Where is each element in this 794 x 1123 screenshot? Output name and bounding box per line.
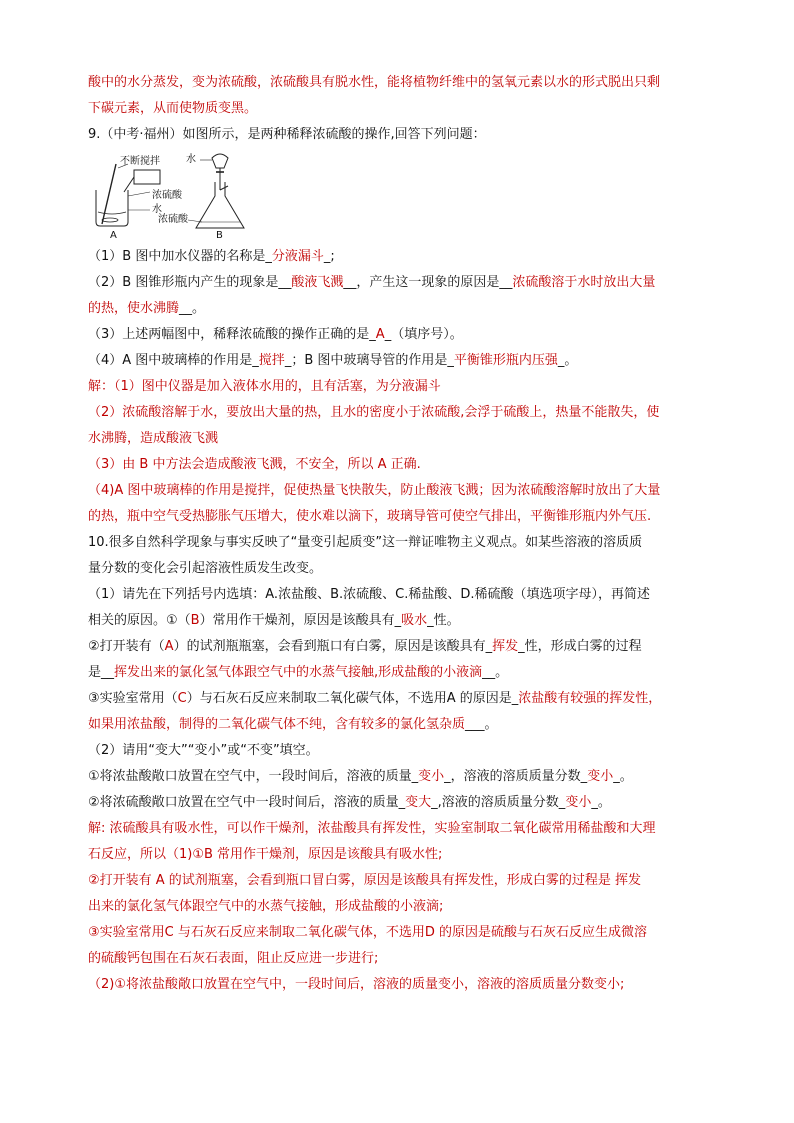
question-text: _; bbox=[323, 249, 335, 264]
answer-text: C bbox=[177, 691, 187, 706]
label-b: B bbox=[216, 230, 223, 241]
answer-text: （4)A 图中玻璃棒的作用是搅拌，促使热量飞快散失，防止酸液飞溅；因为浓硫酸溶解时放出了大量 bbox=[88, 483, 661, 498]
answer-text: 下碳元素，从而使物质变黑。 bbox=[88, 101, 258, 116]
answer-text: （2）浓硫酸溶解于水，要放出大量的热，且水的密度小于浓硫酸,会浮于硫酸上，热量不能散失，使 bbox=[88, 405, 660, 420]
text-line bbox=[88, 530, 708, 556]
figure-b-graphic bbox=[188, 154, 244, 228]
text-line bbox=[88, 400, 708, 426]
question-text: ___。 bbox=[465, 717, 498, 732]
text-line bbox=[88, 660, 708, 686]
question-text: （1）请先在下列括号内选填：A.浓盐酸、B.浓硫酸、C.稀盐酸、D.稀硫酸（填选项字母），再简述 bbox=[88, 587, 650, 602]
answer-text: 如果用浓盐酸，制得的二氧化碳气体不纯，含有较多的氯化氢杂质 bbox=[88, 717, 466, 732]
answer-text: ③实验室常用C 与石灰石反应来制取二氧化碳气体，不选用D 的原因是硫酸与石灰石反应生成微溶 bbox=[88, 925, 648, 940]
answer-text: 吸水 bbox=[401, 613, 428, 628]
text-line bbox=[88, 70, 708, 96]
question-text: _；B 图中玻璃导管的作用是_ bbox=[284, 353, 454, 368]
answer-text: 解：（1）图中仪器是加入液体水用的，且有活塞，为分液漏斗 bbox=[88, 379, 441, 394]
document-body bbox=[88, 70, 708, 998]
text-line bbox=[88, 608, 708, 634]
text-line bbox=[88, 348, 708, 374]
text-line bbox=[88, 426, 708, 452]
question-text: _。 bbox=[591, 795, 611, 810]
text-line bbox=[88, 374, 708, 400]
label-acid-a: 浓硫酸 bbox=[152, 190, 182, 201]
question-text: _性。 bbox=[427, 613, 460, 628]
question-text: 是__ bbox=[88, 665, 115, 680]
answer-text: 的硫酸钙包围在石灰石表面，阻止反应进一步进行; bbox=[88, 951, 379, 966]
question-text: ②将浓硫酸敞口放置在空气中一段时间后，溶液的质量_ bbox=[88, 795, 406, 810]
question-text: _,溶液的溶质质量分数_ bbox=[431, 795, 566, 810]
answer-text: 挥发出来的氯化氢气体跟空气中的水蒸气接触,形成盐酸的小液滴 bbox=[114, 665, 483, 680]
answer-text: 变小 bbox=[565, 795, 592, 810]
question-text: （2）B 图锥形瓶内产生的现象是__ bbox=[88, 275, 292, 290]
text-line bbox=[88, 972, 708, 998]
question-text: _性，形成白雾的过程 bbox=[518, 639, 642, 654]
text-block-intro bbox=[88, 70, 708, 148]
answer-text: 石反应，所以（1)①B 常用作干燥剂，原因是该酸具有吸水性; bbox=[88, 847, 443, 862]
question-text: ②打开装有（ bbox=[88, 639, 165, 654]
question-text: __。 bbox=[482, 665, 509, 680]
answer-text: A bbox=[164, 639, 174, 654]
question-text: ）与石灰石反应来制取二氧化碳气体，不选用A 的原因是_ bbox=[186, 691, 519, 706]
question-text: 9.（中考·福州）如图所示，是两种稀释浓硫酸的操作,回答下列问题： bbox=[88, 127, 486, 142]
text-line bbox=[88, 122, 708, 148]
text-line bbox=[88, 790, 708, 816]
text-line bbox=[88, 452, 708, 478]
text-line bbox=[88, 244, 708, 270]
text-line bbox=[88, 582, 708, 608]
answer-text: 酸液飞溅 bbox=[291, 275, 344, 290]
answer-text: 水沸腾，造成酸液飞溅 bbox=[88, 431, 219, 446]
answer-text: A bbox=[375, 327, 385, 342]
answer-text: 挥发 bbox=[492, 639, 519, 654]
question-text: ）常用作干燥剂，原因是该酸具有_ bbox=[199, 613, 402, 628]
question-text: _，溶液的溶质质量分数_ bbox=[444, 769, 588, 784]
answer-text: 变小 bbox=[587, 769, 614, 784]
answer-text: 变大 bbox=[405, 795, 432, 810]
text-line bbox=[88, 322, 708, 348]
text-line bbox=[88, 946, 708, 972]
question-text: _。 bbox=[557, 353, 578, 368]
question-text: 量分数的变化会引起溶液性质发生改变。 bbox=[88, 561, 323, 576]
label-a: A bbox=[110, 230, 117, 241]
figure-dilution bbox=[88, 152, 708, 244]
question-text: （3）上述两幅图中，稀释浓硫酸的操作正确的是_ bbox=[88, 327, 376, 342]
answer-text: 的热，瓶中空气受热膨胀气压增大，使水难以滴下，玻璃导管可使空气排出，平衡锥形瓶内外气压. bbox=[88, 509, 652, 524]
question-text: （4）A 图中玻璃棒的作用是_ bbox=[88, 353, 259, 368]
question-text: __。 bbox=[179, 301, 206, 316]
question-text: ①将浓盐酸敞口放置在空气中，一段时间后，溶液的质量_ bbox=[88, 769, 419, 784]
text-line bbox=[88, 478, 708, 504]
question-text: ）的试剂瓶瓶塞，会看到瓶口有白雾，原因是该酸具有_ bbox=[173, 639, 493, 654]
text-line bbox=[88, 816, 708, 842]
question-text: （1）B 图中加水仪器的名称是_ bbox=[88, 249, 272, 264]
text-line bbox=[88, 504, 708, 530]
text-line bbox=[88, 634, 708, 660]
text-line bbox=[88, 868, 708, 894]
answer-text: 变小 bbox=[418, 769, 445, 784]
text-block-questions bbox=[88, 244, 708, 998]
answer-text: 解: 浓硫酸具有吸水性，可以作干燥剂，浓盐酸具有挥发性，实验室制取二氧化碳常用稀盐酸和大理 bbox=[88, 821, 656, 836]
question-text: __，产生这一现象的原因是__ bbox=[343, 275, 513, 290]
question-text: 相关的原因。①（ bbox=[88, 613, 191, 628]
question-text: 10.很多自然科学现象与事实反映了“量变引起质变”这一辩证唯物主义观点。如某些溶液的溶质质 bbox=[88, 535, 643, 550]
label-acid-b: 浓硫酸 bbox=[158, 214, 188, 225]
question-text: （2）请用“变大”“变小”或“不变”填空。 bbox=[88, 743, 319, 758]
label-stir: 不断搅拌 bbox=[120, 156, 160, 167]
text-line bbox=[88, 842, 708, 868]
text-line bbox=[88, 556, 708, 582]
answer-text: 分液漏斗 bbox=[271, 249, 324, 264]
answer-text: （3）由 B 中方法会造成酸液飞溅，不安全，所以 A 正确. bbox=[88, 457, 421, 472]
answer-text: B bbox=[190, 613, 200, 628]
text-line bbox=[88, 96, 708, 122]
answer-text: 的热，使水沸腾 bbox=[88, 301, 180, 316]
figure-a-graphic bbox=[96, 164, 160, 226]
answer-text: 浓硫酸溶于水时放出大量 bbox=[512, 275, 656, 290]
text-line bbox=[88, 712, 708, 738]
text-line bbox=[88, 738, 708, 764]
text-line bbox=[88, 296, 708, 322]
label-water-b: 水 bbox=[186, 154, 196, 165]
answer-text: （2)①将浓盐酸敞口放置在空气中，一段时间后，溶液的质量变小，溶液的溶质质量分数变小; bbox=[88, 977, 625, 992]
text-line bbox=[88, 764, 708, 790]
answer-text: 出来的氯化氢气体跟空气中的水蒸气接触，形成盐酸的小液滴; bbox=[88, 899, 444, 914]
answer-text: 浓盐酸有较强的挥发性， bbox=[518, 691, 662, 706]
answer-text: 酸中的水分蒸发，变为浓硫酸，浓硫酸具有脱水性，能将植物纤维中的氢氧元素以水的形式脱出只剩 bbox=[88, 75, 661, 90]
label-water-a: 水 bbox=[152, 204, 162, 215]
question-text: _（填序号）。 bbox=[384, 327, 463, 342]
answer-text: 平衡锥形瓶内压强 bbox=[453, 353, 558, 368]
question-text: ③实验室常用（ bbox=[88, 691, 178, 706]
question-text: _。 bbox=[613, 769, 633, 784]
text-line bbox=[88, 270, 708, 296]
answer-text: 搅拌 bbox=[258, 353, 285, 368]
text-line bbox=[88, 686, 708, 712]
text-line bbox=[88, 894, 708, 920]
text-line bbox=[88, 920, 708, 946]
answer-text: ②打开装有 A 的试剂瓶塞，会看到瓶口冒白雾，原因是该酸具有挥发性，形成白雾的过程是 挥发 bbox=[88, 873, 641, 888]
